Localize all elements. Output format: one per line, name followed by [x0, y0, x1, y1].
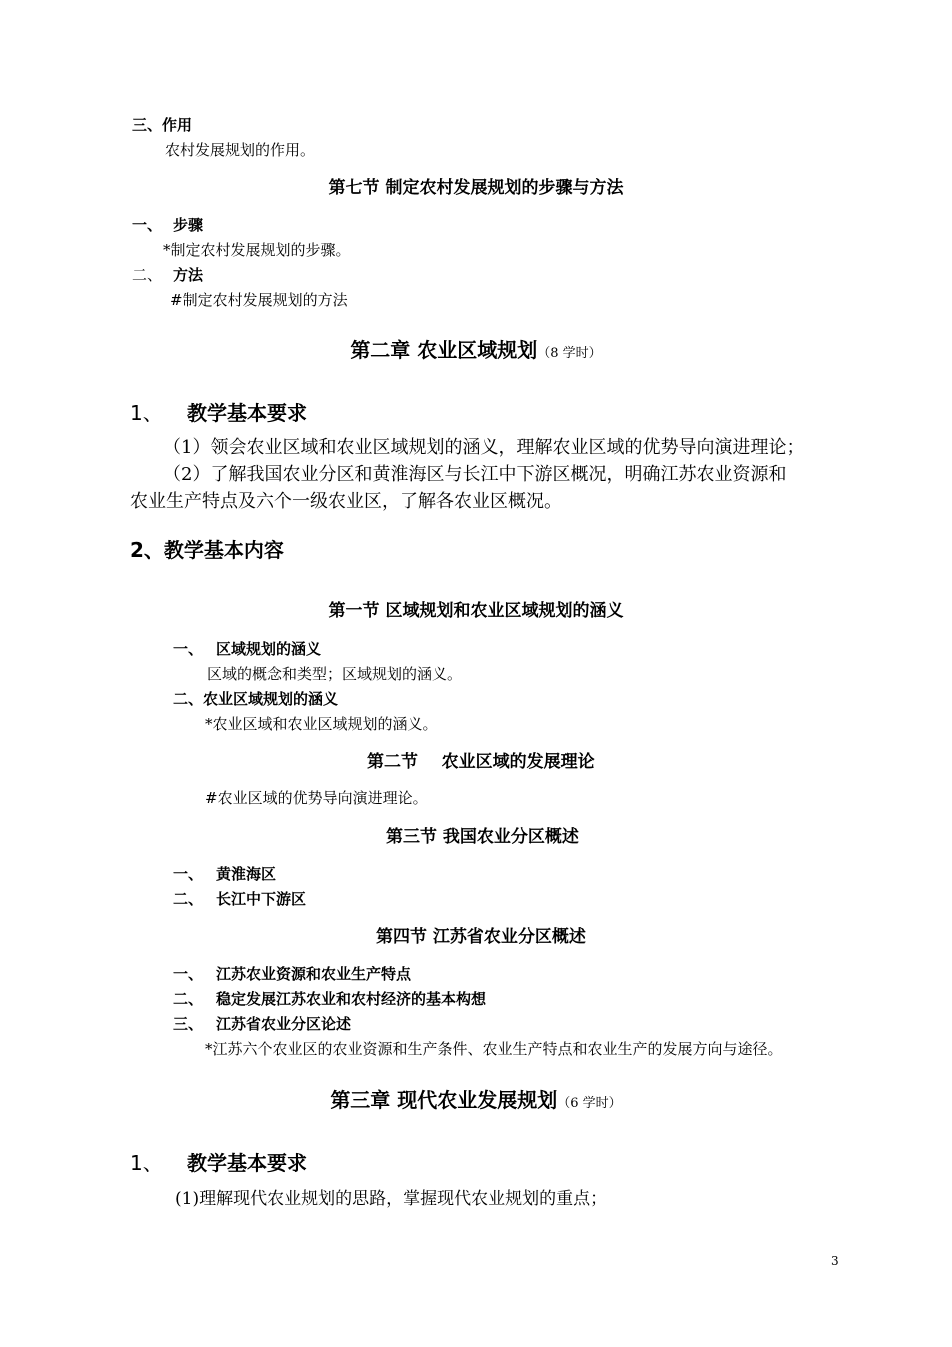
list-marker: 二、 [132, 266, 163, 284]
list-marker: 二、 [173, 890, 204, 908]
body-text: 农业生产特点及六个一级农业区，了解各农业区概况。 [130, 491, 562, 512]
body-text: （1）领会农业区域和农业区域规划的涵义，理解农业区域的优势导向演进理论； [163, 437, 805, 458]
list-heading-methods: 方法 [173, 266, 204, 284]
list-heading: 区域规划的涵义 [216, 640, 322, 658]
list-heading: 二、农业区域规划的涵义 [173, 690, 339, 708]
page-number: 3 [831, 1254, 839, 1268]
chapter-hours: （6 学时） [557, 1096, 622, 1111]
body-text: 农村发展规划的作用。 [165, 141, 316, 159]
body-text: (1)理解现代农业规划的思路，掌握现代农业规划的重点； [175, 1189, 608, 1209]
list-heading-steps: 步骤 [173, 216, 204, 234]
chapter-hours: （8 学时） [537, 346, 602, 361]
body-text: 区域的概念和类型；区域规划的涵义。 [207, 665, 463, 683]
section-title-1: 第一节 区域规划和农业区域规划的涵义 [328, 601, 624, 621]
body-text: #农业区域的优势导向演进理论。 [205, 789, 428, 807]
list-marker: 一、 [173, 640, 204, 658]
chapter-title-text: 第三章 现代农业发展规划 [330, 1088, 558, 1112]
section-heading-role: 三、作用 [132, 116, 193, 134]
section-title-7: 第七节 制定农村发展规划的步骤与方法 [328, 178, 624, 198]
list-marker: 一、 [173, 965, 204, 983]
body-text: （2）了解我国农业分区和黄淮海区与长江中下游区概况，明确江苏农业资源和 [163, 464, 787, 485]
list-heading: 长江中下游区 [216, 890, 307, 908]
section-title-3: 第三节 我国农业分区概述 [386, 827, 579, 847]
subheading-requirements: 教学基本要求 [187, 1151, 307, 1175]
body-text: *农业区域和农业区域规划的涵义。 [205, 715, 438, 733]
subheading-content: 2、教学基本内容 [130, 538, 284, 562]
list-marker: 1、 [130, 1151, 163, 1175]
list-marker: 一、 [132, 216, 163, 234]
section-title-2: 第二节 农业区域的发展理论 [367, 752, 595, 772]
list-heading: 稳定发展江苏农业和农村经济的基本构想 [216, 990, 487, 1008]
body-text: *江苏六个农业区的农业资源和生产条件、农业生产特点和农业生产的发展方向与途径。 [205, 1040, 783, 1058]
chapter-title-3 [0, 1090, 952, 1111]
list-heading: 江苏省农业分区论述 [216, 1015, 352, 1033]
subheading-requirements: 教学基本要求 [187, 401, 307, 425]
list-heading: 江苏农业资源和农业生产特点 [216, 965, 412, 983]
section-title-4: 第四节 江苏省农业分区概述 [376, 927, 586, 947]
list-heading: 黄淮海区 [216, 865, 277, 883]
chapter-title-2 [0, 340, 952, 361]
list-marker: 二、 [173, 990, 204, 1008]
body-text: #制定农村发展规划的方法 [170, 291, 348, 309]
list-marker: 1、 [130, 401, 163, 425]
list-marker: 一、 [173, 865, 204, 883]
chapter-title-text: 第二章 农业区域规划 [350, 338, 538, 362]
list-marker: 三、 [173, 1015, 204, 1033]
body-text: *制定农村发展规划的步骤。 [163, 241, 351, 259]
